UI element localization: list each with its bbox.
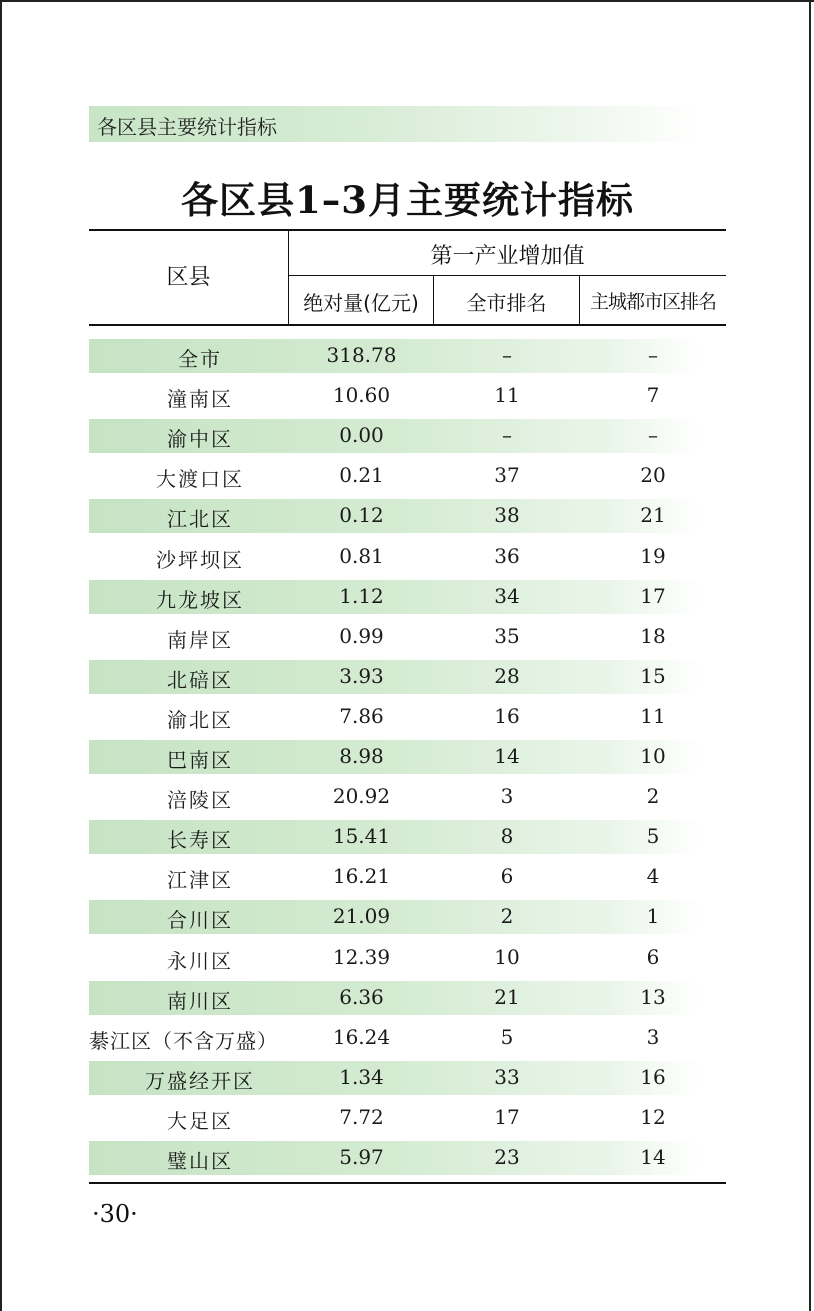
table-bottom-rule bbox=[89, 1182, 726, 1184]
cell-city-rank: 21 bbox=[494, 984, 520, 1009]
header-absolute: 绝对量(亿元) bbox=[303, 291, 419, 315]
cell-absolute: 0.12 bbox=[339, 503, 384, 528]
cell-absolute: 15.41 bbox=[332, 824, 391, 849]
cell-city-rank: 6 bbox=[500, 864, 514, 889]
cell-main-rank: 13 bbox=[640, 984, 666, 1009]
cell-district: 江北区 bbox=[167, 507, 233, 532]
group-header-rule bbox=[289, 275, 726, 276]
cell-main-rank: 12 bbox=[640, 1104, 666, 1129]
cell-absolute: 0.21 bbox=[339, 463, 384, 488]
cell-main-rank: 19 bbox=[640, 543, 666, 568]
cell-district: 巴南区 bbox=[167, 748, 233, 772]
cell-city-rank: – bbox=[502, 423, 512, 448]
cell-district: 江津区 bbox=[167, 868, 233, 893]
cell-district: 全市 bbox=[178, 347, 222, 371]
header-group-primary-industry: 第一产业增加值 bbox=[430, 244, 585, 269]
cell-district: 永川区 bbox=[167, 948, 233, 973]
header-bottom-rule bbox=[89, 324, 726, 326]
page-border-right bbox=[809, 0, 811, 1311]
cell-district: 潼南区 bbox=[167, 387, 233, 412]
header-main-rank: 主城都市区排名 bbox=[589, 291, 716, 313]
cell-main-rank: 2 bbox=[646, 784, 660, 809]
cell-district: 渝北区 bbox=[167, 707, 233, 732]
cell-absolute: 20.92 bbox=[332, 784, 391, 809]
cell-district: 大渡口区 bbox=[156, 467, 244, 492]
cell-absolute: 0.99 bbox=[339, 623, 384, 648]
cell-absolute: 3.93 bbox=[339, 663, 384, 688]
cell-city-rank: 3 bbox=[500, 784, 514, 809]
cell-main-rank: – bbox=[648, 343, 658, 367]
cell-district: 大足区 bbox=[167, 1108, 233, 1133]
cell-absolute: 7.86 bbox=[339, 703, 384, 728]
header-district: 区县 bbox=[166, 265, 211, 290]
cell-main-rank: 18 bbox=[640, 623, 666, 648]
cell-district: 北碚区 bbox=[167, 667, 233, 692]
page-border-left bbox=[0, 0, 2, 1311]
cell-city-rank: 8 bbox=[500, 824, 514, 849]
cell-main-rank: 7 bbox=[646, 383, 660, 408]
cell-absolute: 16.21 bbox=[332, 864, 391, 889]
cell-absolute: 12.39 bbox=[332, 944, 391, 969]
page-border-top bbox=[0, 0, 814, 2]
cell-absolute: 0.00 bbox=[339, 423, 384, 448]
cell-absolute: 7.72 bbox=[339, 1104, 384, 1129]
cell-city-rank: 16 bbox=[494, 703, 520, 728]
cell-main-rank: 20 bbox=[640, 463, 666, 488]
cell-main-rank: 16 bbox=[640, 1064, 666, 1089]
table-top-rule bbox=[89, 229, 726, 231]
cell-city-rank: 35 bbox=[494, 623, 520, 648]
cell-absolute: 21.09 bbox=[332, 904, 391, 929]
cell-city-rank: 17 bbox=[494, 1104, 520, 1129]
cell-main-rank: 11 bbox=[640, 703, 666, 728]
cell-main-rank: – bbox=[648, 423, 658, 448]
page-number: ·30· bbox=[92, 1200, 138, 1228]
cell-city-rank: 36 bbox=[494, 543, 520, 568]
cell-main-rank: 1 bbox=[646, 904, 660, 929]
cell-district: 沙坪坝区 bbox=[156, 547, 244, 572]
cell-absolute: 0.81 bbox=[339, 543, 384, 568]
cell-city-rank: 37 bbox=[494, 463, 520, 488]
cell-absolute: 16.24 bbox=[332, 1024, 391, 1049]
section-banner bbox=[89, 106, 701, 142]
cell-absolute: 6.36 bbox=[339, 984, 384, 1009]
header-city-rank: 全市排名 bbox=[466, 291, 547, 315]
cell-main-rank: 14 bbox=[640, 1145, 666, 1169]
cell-city-rank: – bbox=[502, 343, 512, 367]
cell-main-rank: 4 bbox=[646, 864, 660, 889]
cell-district: 渝中区 bbox=[167, 427, 233, 452]
cell-district: 九龙坡区 bbox=[156, 587, 244, 612]
section-label: 各区县主要统计指标 bbox=[97, 115, 277, 139]
cell-city-rank: 10 bbox=[494, 944, 520, 969]
cell-city-rank: 28 bbox=[494, 663, 520, 688]
cell-district: 南岸区 bbox=[167, 627, 233, 652]
cell-city-rank: 33 bbox=[494, 1064, 520, 1089]
cell-absolute: 5.97 bbox=[339, 1145, 384, 1169]
cell-city-rank: 14 bbox=[494, 744, 520, 768]
cell-absolute: 318.78 bbox=[326, 343, 397, 367]
cell-district: 綦江区（不含万盛） bbox=[89, 1028, 278, 1053]
cell-main-rank: 5 bbox=[646, 824, 660, 849]
cell-absolute: 10.60 bbox=[332, 383, 391, 408]
cell-city-rank: 38 bbox=[494, 503, 520, 528]
cell-city-rank: 34 bbox=[494, 583, 520, 608]
cell-main-rank: 15 bbox=[640, 663, 666, 688]
cell-main-rank: 17 bbox=[640, 583, 666, 608]
page-title: 各区县1–3月主要统计指标 bbox=[181, 178, 634, 222]
cell-city-rank: 5 bbox=[500, 1024, 514, 1049]
cell-city-rank: 23 bbox=[494, 1145, 520, 1169]
cell-district: 璧山区 bbox=[167, 1149, 233, 1173]
cell-main-rank: 3 bbox=[646, 1024, 660, 1049]
cell-district: 万盛经开区 bbox=[145, 1068, 255, 1093]
cell-city-rank: 11 bbox=[494, 383, 520, 408]
cell-main-rank: 6 bbox=[646, 944, 660, 969]
cell-main-rank: 21 bbox=[640, 503, 666, 528]
cell-main-rank: 10 bbox=[640, 744, 666, 768]
cell-city-rank: 2 bbox=[500, 904, 514, 929]
cell-district: 长寿区 bbox=[167, 828, 233, 853]
cell-absolute: 1.12 bbox=[339, 583, 384, 608]
cell-district: 涪陵区 bbox=[167, 788, 233, 813]
cell-district: 南川区 bbox=[167, 988, 233, 1013]
cell-district: 合川区 bbox=[167, 908, 233, 933]
cell-absolute: 1.34 bbox=[339, 1064, 384, 1089]
cell-absolute: 8.98 bbox=[339, 744, 384, 768]
